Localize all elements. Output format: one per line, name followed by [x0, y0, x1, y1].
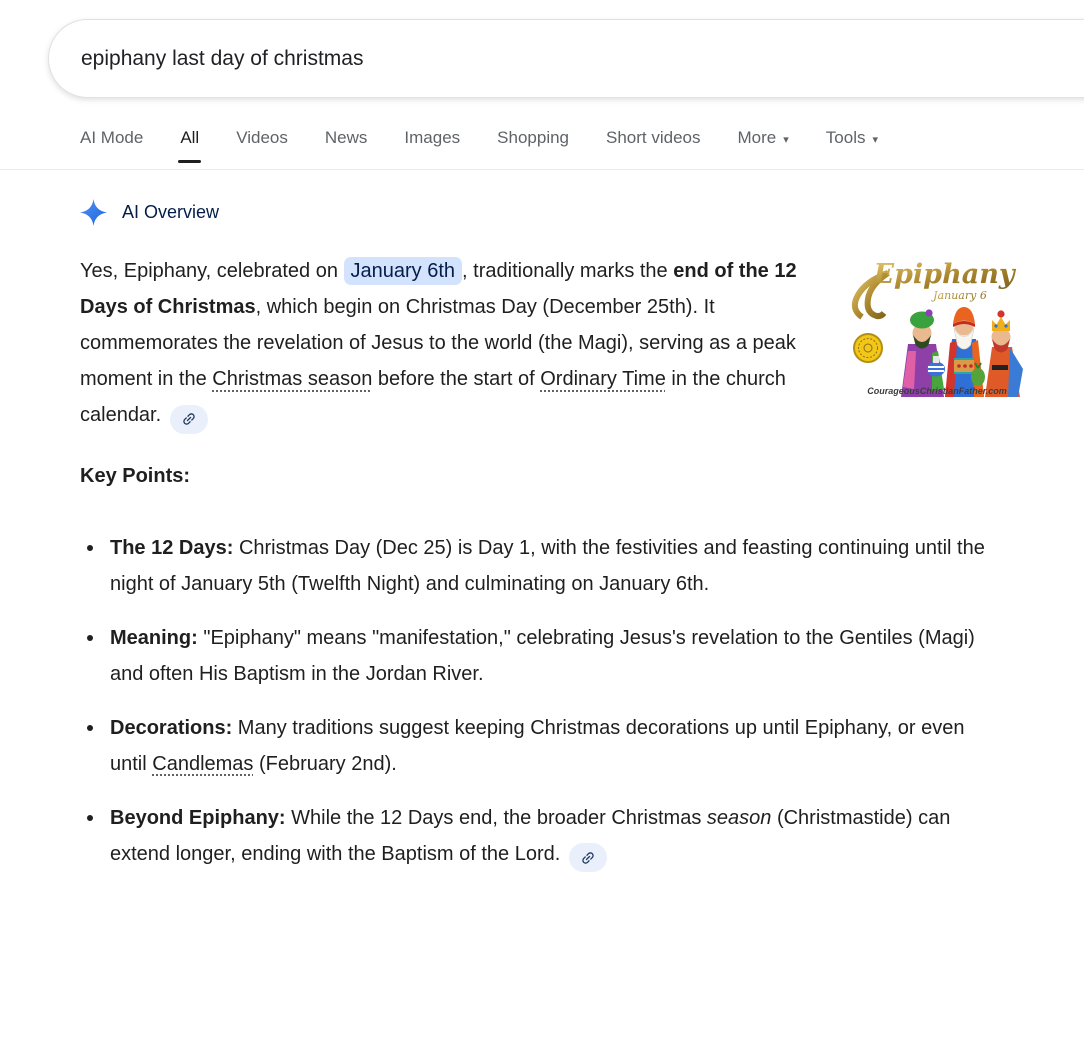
chain-link-icon — [580, 850, 596, 866]
gemini-sparkle-icon — [80, 199, 107, 226]
text-segment: Many traditions suggest keeping Christmas decorations up until Epiphany, or even until — [110, 716, 965, 775]
text-segment: Yes, Epiphany, celebrated on — [80, 260, 344, 282]
results-content — [0, 199, 1084, 872]
tab-label: Videos — [236, 128, 288, 147]
gold-seal-badge — [854, 334, 882, 362]
tab-label: Short videos — [606, 128, 701, 147]
ai-overview-body — [80, 253, 1084, 434]
text-segment: in the church calendar. — [80, 368, 786, 426]
tab-videos[interactable] — [236, 128, 288, 169]
source-link-chip[interactable] — [170, 405, 208, 434]
text-segment: Decorations: — [110, 716, 233, 739]
inline-topic-link[interactable]: Ordinary Time — [540, 368, 666, 390]
key-points-heading: Key Points: — [80, 464, 191, 487]
ai-overview-header — [80, 199, 1084, 226]
tab-ai-mode[interactable] — [80, 128, 143, 169]
tabs-list — [80, 128, 1084, 169]
tab-news[interactable] — [325, 128, 368, 169]
text-segment: Beyond Epiphany: — [110, 806, 286, 829]
epiphany-thumbnail-image[interactable] — [848, 247, 1026, 401]
thumb-subtitle-text: January 6 — [933, 289, 987, 302]
tab-images[interactable] — [404, 128, 460, 169]
ai-overview-title: AI Overview — [122, 202, 220, 222]
tab-label: Images — [404, 128, 461, 147]
tab-label: All — [180, 128, 200, 147]
chevron-down-icon: ▾ — [872, 133, 878, 146]
search-bar-area — [0, 0, 1084, 98]
tab-more[interactable] — [738, 128, 789, 169]
key-points-list — [80, 530, 995, 873]
ai-overview-paragraph — [80, 253, 832, 434]
text-segment: , traditionally marks the — [462, 260, 674, 282]
key-point-item — [80, 800, 995, 873]
tab-label: More — [737, 128, 777, 147]
text-segment: (February 2nd). — [253, 752, 397, 775]
inline-topic-link[interactable]: Christmas season — [212, 368, 373, 390]
epiphany-illustration — [848, 247, 1026, 401]
search-box[interactable] — [48, 19, 1084, 98]
text-segment: While the 12 Days end, the broader Christmas — [285, 806, 707, 829]
tab-tools[interactable] — [826, 128, 878, 169]
key-point-item — [80, 710, 995, 782]
tab-all[interactable] — [180, 128, 199, 169]
key-point-item — [80, 620, 995, 692]
text-segment: before the start of — [372, 368, 541, 390]
key-point-item — [80, 530, 995, 602]
tab-label: News — [324, 128, 368, 147]
text-segment: season — [706, 806, 772, 829]
text-segment: , which begin on Christmas Day (December 25th). It commemorates the revelation of Jesus to the world (the Magi), serving as a peak moment in the — [80, 296, 796, 390]
thumb-caption-text: CourageousChristianFather.com — [867, 386, 1007, 396]
tab-short-videos[interactable] — [606, 128, 701, 169]
source-link-chip[interactable] — [569, 843, 607, 872]
text-segment: end of the 12 Days of Christmas — [80, 260, 797, 318]
tab-shopping[interactable] — [497, 128, 569, 169]
text-segment: Meaning: — [110, 626, 198, 649]
chevron-down-icon: ▾ — [783, 133, 789, 146]
text-segment: (Christmastide) can extend longer, ending with the Baptism of the Lord. — [110, 806, 951, 865]
thumb-title-text: Epiphany — [873, 259, 1015, 290]
inline-topic-link[interactable]: Candlemas — [152, 752, 254, 775]
text-segment: Christmas Day (Dec 25) is Day 1, with the festivities and feasting continuing until the night of January 5th (Twelfth Night) and culminating on January 6th. — [110, 536, 985, 595]
tab-label: AI Mode — [80, 128, 144, 147]
highlighted-date: January 6th — [344, 257, 463, 285]
text-segment: "Epiphany" means "manifestation," celebrating Jesus's revelation to the Gentiles (Magi) and often His Baptism in the Jordan River. — [110, 626, 975, 685]
result-tabs-bar — [0, 128, 1084, 170]
text-segment: The 12 Days: — [110, 536, 234, 559]
active-tab-underline — [178, 160, 201, 163]
tab-label: Shopping — [497, 128, 570, 147]
chain-link-icon — [181, 411, 197, 427]
search-input[interactable] — [81, 47, 781, 71]
tab-label: Tools — [825, 128, 866, 147]
